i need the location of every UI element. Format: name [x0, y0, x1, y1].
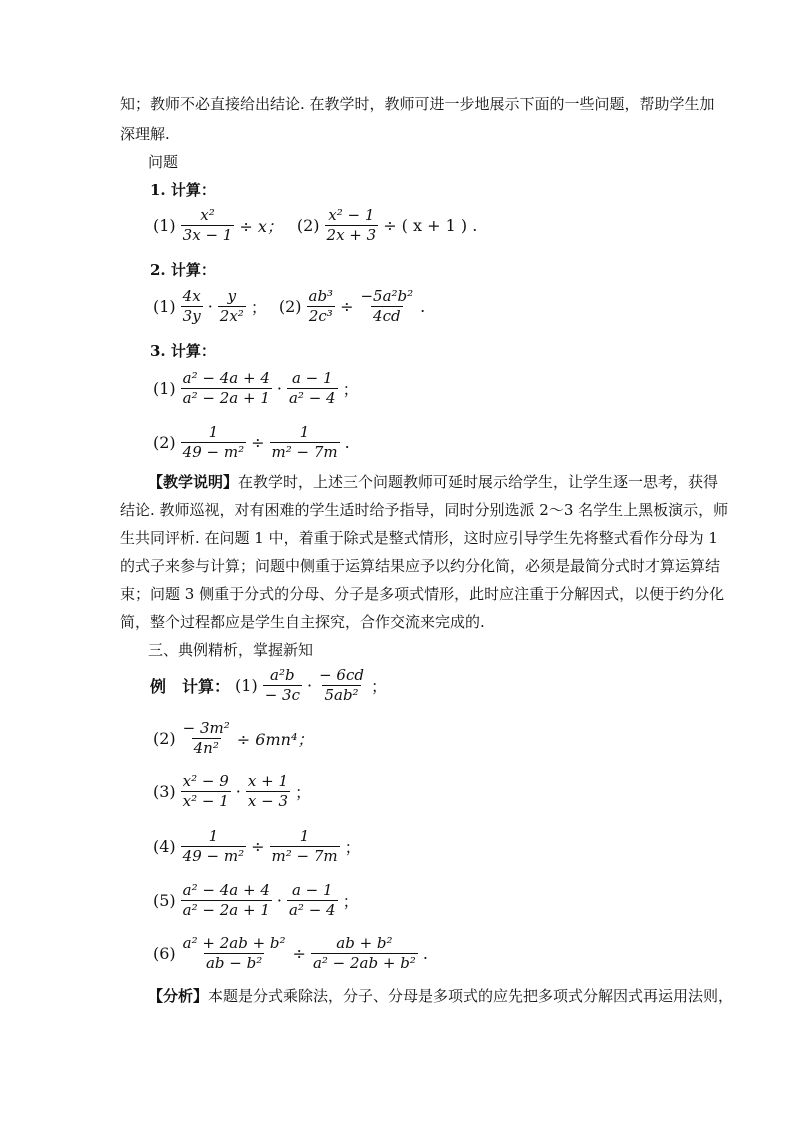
operator: ·: [276, 379, 282, 398]
q2-heading: 2. 计算：: [150, 261, 216, 279]
denominator: m² − 7m: [271, 443, 338, 461]
operator: ÷: [340, 297, 354, 316]
fraction: [181, 207, 235, 244]
operator: ÷ ( x + 1 ) .: [383, 216, 478, 235]
teaching-note-line-6: 简，整个过程都应是学生自主探究，合作交流来完成的.: [120, 613, 485, 631]
example-index: (1): [235, 676, 258, 695]
example-expression-4: [150, 828, 364, 865]
q1-index-1: (1): [153, 216, 176, 235]
fraction: [181, 424, 246, 461]
fraction: [181, 773, 231, 810]
example-expression-5: [150, 882, 362, 919]
numerator: a − 1: [291, 369, 333, 387]
denominator: a² − 4: [288, 901, 336, 919]
example-expression-2: [150, 720, 316, 757]
teaching-note-line-1: [148, 472, 718, 492]
denominator: a² − 4: [288, 389, 336, 407]
example-expression-6: [150, 935, 431, 972]
operator: ÷ x；: [239, 217, 283, 236]
denominator: a² − 2a + 1: [182, 901, 270, 919]
numerator: a² + 2ab + b²: [182, 934, 286, 952]
operator: ÷: [251, 837, 265, 856]
example-index: (5): [153, 891, 176, 910]
fraction: [270, 424, 340, 461]
fraction: [358, 288, 415, 325]
fraction: [181, 935, 288, 972]
numerator: x²: [200, 206, 215, 224]
q2-expressions: [150, 288, 428, 325]
teaching-note-label: 【教学说明】: [148, 473, 239, 491]
q1-index-2: (2): [296, 216, 320, 235]
denominator: 5ab²: [324, 686, 359, 704]
example-index: (2): [153, 729, 176, 748]
example-label: 例 计算：: [150, 677, 231, 696]
numerator: 1: [299, 423, 310, 441]
fraction: [311, 935, 418, 972]
operator: ·: [276, 891, 282, 910]
numerator: 1: [208, 423, 219, 441]
denominator: m² − 7m: [271, 847, 338, 865]
problems-heading: 问题: [148, 153, 179, 171]
denominator: 2c³: [308, 307, 333, 325]
section-heading: 三、典例精析，掌握新知: [148, 641, 314, 659]
fraction: [287, 370, 338, 407]
separator: .: [422, 944, 428, 963]
example-index: (3): [153, 782, 176, 801]
fraction: [325, 207, 379, 244]
denominator: 49 − m²: [182, 443, 245, 461]
separator: ；: [295, 783, 312, 802]
intro-line-1: 知；教师不必直接给出结论. 在教学时，教师可进一步地展示下面的一些问题，帮助学生加: [120, 95, 715, 113]
denominator: 2x + 3: [326, 226, 377, 244]
separator: .: [344, 433, 350, 452]
q2-index-1: (1): [153, 297, 176, 316]
operator: ÷: [251, 433, 265, 452]
numerator: y: [227, 287, 237, 305]
fraction: [317, 667, 366, 704]
denominator: − 3c: [264, 686, 300, 704]
denominator: ab − b²: [205, 954, 263, 972]
denominator: 4cd: [373, 307, 401, 325]
analysis-text: 本题是分式乘除法，分子、分母是多项式的应先把多项式分解因式再运用法则，: [208, 987, 734, 1005]
denominator: 49 − m²: [182, 847, 245, 865]
fraction: [246, 773, 290, 810]
example-expression-3: [150, 773, 314, 810]
fraction: [181, 882, 272, 919]
q3-index-2: (2): [153, 433, 176, 452]
denominator: 3x − 1: [182, 226, 233, 244]
numerator: a² − 4a + 4: [182, 881, 270, 899]
q3-index-1: (1): [153, 379, 176, 398]
fraction: [181, 370, 272, 407]
numerator: 1: [208, 827, 219, 845]
operator: ·: [235, 782, 241, 801]
intro-line-2: 深理解.: [120, 125, 170, 143]
denominator: x² − 1: [182, 792, 229, 810]
denominator: 2x²: [219, 307, 244, 325]
q3-heading: 3. 计算：: [150, 342, 216, 360]
separator: ；: [342, 380, 359, 399]
analysis-line-1: [148, 986, 733, 1006]
numerator: x + 1: [247, 772, 288, 790]
operator: ·: [306, 676, 313, 695]
operator: ÷ 6mn⁴；: [236, 730, 314, 749]
numerator: ab + b²: [336, 934, 393, 952]
denominator: 3y: [182, 307, 201, 325]
numerator: − 3m²: [182, 719, 230, 737]
analysis-label: 【分析】: [148, 987, 209, 1005]
denominator: x − 3: [247, 792, 288, 810]
numerator: ab³: [308, 287, 334, 305]
numerator: a²b: [270, 666, 295, 684]
teaching-note-line-2: 结论. 教师巡视，对有困难的学生适时给予指导，同时分别选派 2～3 名学生上黑板演示，师: [120, 501, 729, 519]
numerator: a − 1: [291, 881, 333, 899]
q1-heading: 1. 计算：: [150, 181, 216, 199]
fraction: [263, 667, 302, 704]
fraction: [307, 288, 336, 325]
teaching-note-line-3: 生共同评析. 在问题 1 中，着重于除式是整式情形，这时应引导学生先将整式看作分母为 1: [120, 529, 718, 547]
fraction: [181, 720, 232, 757]
numerator: −5a²b²: [360, 287, 414, 305]
numerator: x² − 9: [182, 772, 229, 790]
fraction: [218, 288, 246, 325]
numerator: a² − 4a + 4: [182, 369, 270, 387]
denominator: a² − 2a + 1: [182, 389, 270, 407]
separator: .: [420, 297, 426, 316]
fraction: [287, 882, 338, 919]
example-expression-1: [150, 667, 390, 704]
q1-expressions: [150, 207, 480, 244]
operator: ·: [207, 297, 213, 316]
numerator: − 6cd: [319, 666, 364, 684]
separator: ；: [342, 892, 359, 911]
q3-expression-2: [150, 424, 353, 461]
example-index: (6): [153, 944, 176, 963]
q2-index-2: (2): [278, 297, 302, 316]
denominator: 4n²: [193, 739, 219, 757]
denominator: a² − 2ab + b²: [312, 954, 416, 972]
numerator: 1: [299, 827, 310, 845]
teaching-note-line-4: 的式子来参与计算；问题中侧重于运算结果应予以约分化简，必须是最简分式时才算运算结: [120, 557, 721, 575]
teaching-note-text: 在教学时，上述三个问题教师可延时展示给学生，让学生逐一思考，获得: [238, 473, 719, 491]
numerator: x² − 1: [328, 206, 375, 224]
numerator: 4x: [182, 287, 201, 305]
fraction: [270, 828, 340, 865]
separator: ；: [250, 298, 267, 317]
operator: ÷: [292, 944, 306, 963]
fraction: [181, 288, 203, 325]
separator: ；: [370, 677, 387, 696]
example-index: (4): [153, 837, 176, 856]
q3-expression-1: [150, 370, 362, 407]
separator: ；: [344, 838, 361, 857]
teaching-note-line-5: 束；问题 3 侧重于分式的分母、分子是多项式情形，此时应注重于分解因式，以便于约分化: [120, 585, 725, 603]
fraction: [181, 828, 246, 865]
